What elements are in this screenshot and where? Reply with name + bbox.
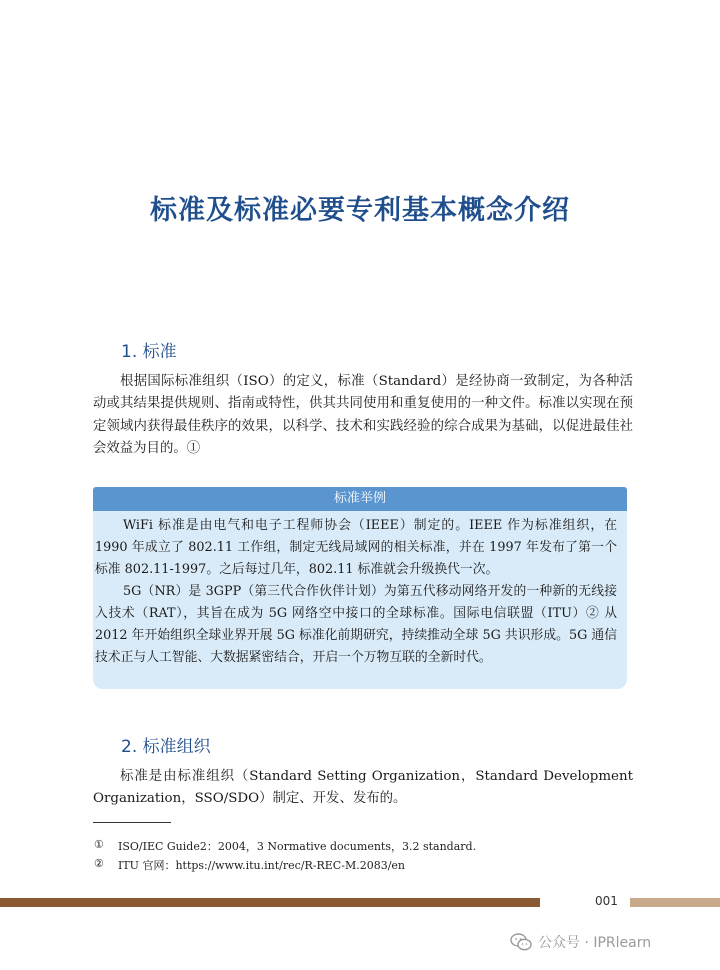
section-heading-standard-organization: 2. 标准组织 <box>121 737 211 757</box>
footnote-text: ISO/IEC Guide2：2004，3 Normative documents，3.2 standard. <box>118 840 477 853</box>
footnote-divider <box>93 822 171 823</box>
standard-organization-paragraph: 标准是由标准组织（Standard Setting Organization，Standard Development Organization，SSO/SDO）制定、开发、发布的。 <box>93 769 633 807</box>
watermark <box>510 932 651 952</box>
watermark-text: 公众号 · IPRlearn <box>538 935 652 951</box>
example-box <box>93 487 627 689</box>
example-box-header: 标准举例 <box>93 487 627 511</box>
standard-definition-paragraph: 根据国际标准组织（ISO）的定义，标准（Standard）是经协商一致制定，为各种活动或其结果提供规则、指南或特性，供其共同使用和重复使用的一种文件。标准以实现在预定领域内获得最佳秩序的效果，以科学、技术和实践经验的综合成果为基础，以促进最佳社会效益为目的。① <box>93 374 633 457</box>
footer-bar <box>0 898 540 907</box>
footnote-mark: ② <box>94 857 104 870</box>
footnote-1 <box>94 838 477 854</box>
footnote-2 <box>94 857 405 873</box>
wechat-icon <box>510 933 532 951</box>
page-title: 标准及标准必要专利基本概念介绍 <box>150 195 570 226</box>
example-paragraph-wifi: WiFi 标准是由电气和电子工程师协会（IEEE）制定的。IEEE 作为标准组织，在 1990 年成立了 802.11 工作组，制定无线局域网的相关标准，并在 1997 年发布了第一个标准 802.11-1997。之后每过几年，802.11 标准就会升级换代一次。 <box>95 518 617 577</box>
footer-bar-accent <box>630 898 720 907</box>
footnote-mark: ① <box>94 838 104 851</box>
section-heading-standard: 1. 标准 <box>121 342 177 362</box>
example-paragraph-5g: 5G（NR）是 3GPP（第三代合作伙伴计划）为第五代移动网络开发的一种新的无线接入技术（RAT），其旨在成为 5G 网络空中接口的全球标准。国际电信联盟（ITU）② 从 2012 年开始组织全球业界开展 5G 标准化前期研究，持续推动全球 5G 共识形成。5G 通信技术正与人工智能、大数据紧密结合，开启一个万物互联的全新时代。 <box>95 584 617 665</box>
footnote-text: ITU 官网：https://www.itu.int/rec/R-REC-M.2083/en <box>118 859 405 872</box>
page-number: 001 <box>595 894 618 908</box>
